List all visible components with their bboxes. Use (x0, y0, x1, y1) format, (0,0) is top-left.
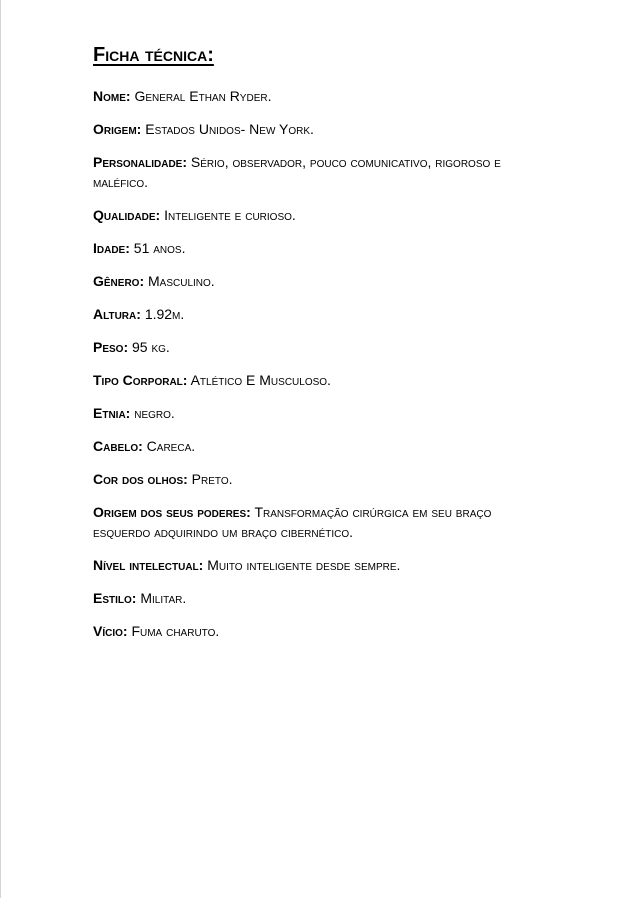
field-cabelo (93, 436, 533, 456)
field-estilo (93, 588, 533, 608)
field-value: Militar. (140, 590, 187, 606)
field-genero (93, 271, 533, 291)
field-value: Preto. (191, 471, 233, 487)
field-label: Etnia: (93, 405, 131, 421)
field-value: 95 kg. (132, 339, 170, 355)
field-value: Estados Unidos- New York. (145, 121, 314, 137)
field-value: Fuma charuto. (131, 623, 220, 639)
field-value: 1.92m. (144, 306, 185, 322)
field-label: Nível intelectual: (93, 557, 204, 573)
field-cor-dos-olhos (93, 469, 533, 489)
document-title: Ficha técnica: (93, 44, 214, 66)
field-peso (93, 337, 533, 357)
field-value: Masculino. (148, 273, 215, 289)
field-label: Idade: (93, 240, 130, 256)
field-value: Transformação cirúrgica em seu braço esquerdo adquirindo um braço cibernético. (93, 504, 492, 540)
field-label: Cor dos olhos: (93, 471, 188, 487)
field-label: Vício: (93, 623, 128, 639)
field-nome (93, 86, 533, 106)
field-value: negro. (134, 405, 175, 421)
field-origem-poderes (93, 502, 533, 542)
field-value: Inteligente e curioso. (164, 207, 296, 223)
field-value: Sério, observador, pouco comunicativo, rigoroso e maléfico. (93, 154, 501, 190)
field-origem (93, 119, 533, 139)
field-personalidade (93, 152, 533, 192)
field-nivel-intelectual (93, 555, 533, 575)
field-altura (93, 304, 533, 324)
field-tipo-corporal (93, 370, 533, 390)
field-value: General Ethan Ryder. (134, 88, 272, 104)
field-idade (93, 238, 533, 258)
field-value: Careca. (146, 438, 196, 454)
field-label: Qualidade: (93, 207, 161, 223)
field-qualidade (93, 205, 533, 225)
field-label: Estilo: (93, 590, 137, 606)
field-label: Cabelo: (93, 438, 143, 454)
field-value: 51 anos. (133, 240, 186, 256)
field-label: Peso: (93, 339, 129, 355)
field-label: Gênero: (93, 273, 145, 289)
field-etnia (93, 403, 533, 423)
field-label: Origem: (93, 121, 142, 137)
field-vicio (93, 621, 533, 641)
field-value: Atlético E Musculoso. (190, 372, 331, 388)
field-label: Altura: (93, 306, 141, 322)
field-label: Personalidade: (93, 154, 188, 170)
field-label: Origem dos seus poderes: (93, 504, 251, 520)
field-value: Muito inteligente desde sempre. (207, 557, 401, 573)
field-label: Nome: (93, 88, 131, 104)
field-label: Tipo Corporal: (93, 372, 188, 388)
